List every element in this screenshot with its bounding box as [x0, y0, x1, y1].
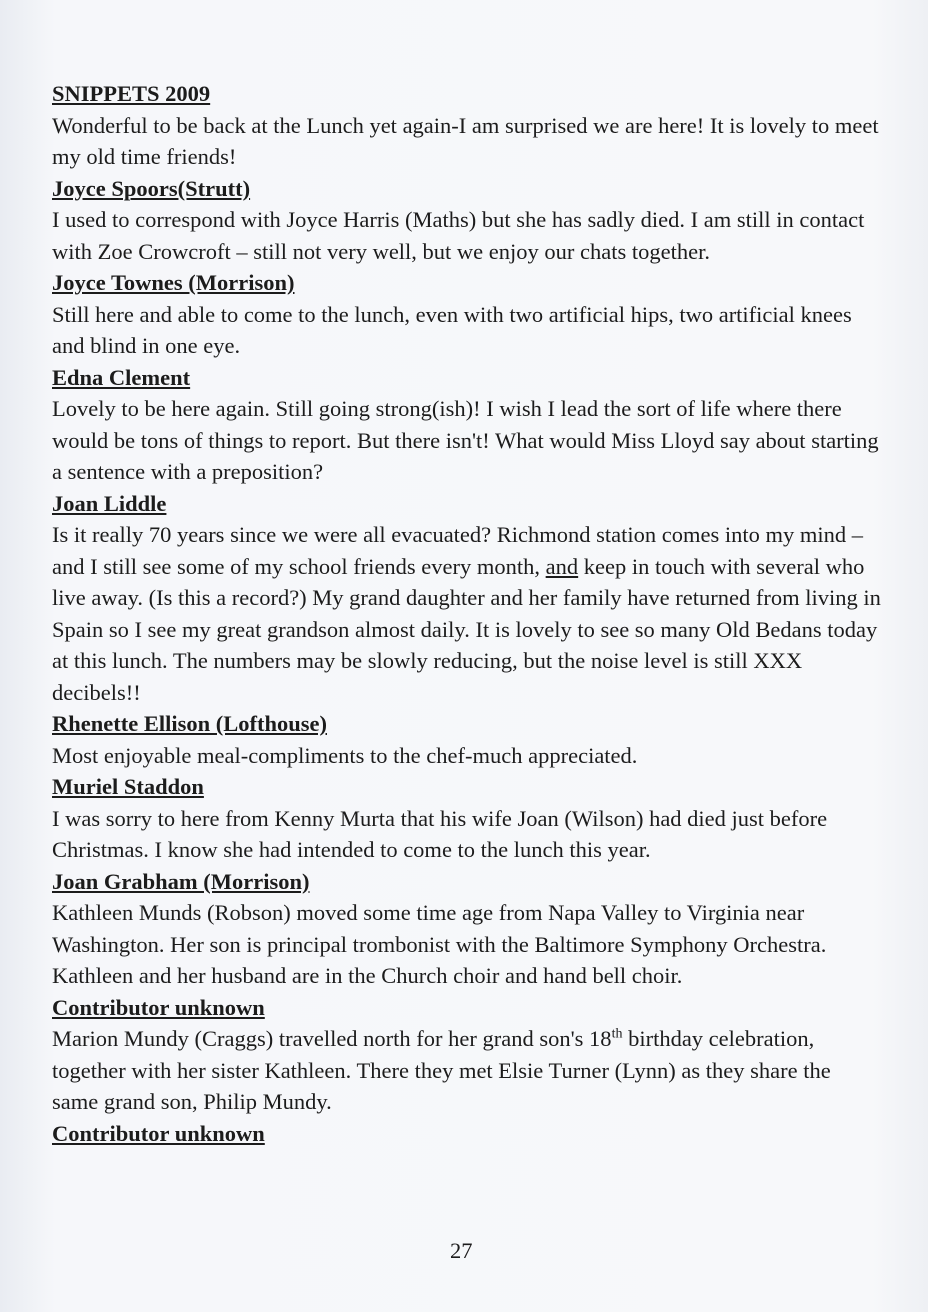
entry-heading-joan-liddle: Joan Liddle	[52, 490, 167, 516]
entry-heading-rhenette-ellison: Rhenette Ellison (Lofthouse)	[52, 711, 327, 736]
entry-text-contributor-unknown	[52, 1023, 882, 1118]
entry-heading-contributor-unknown: Contributor unknown	[52, 994, 265, 1020]
entry-text-part: Is it really 70 years since we were all evacuated? Richmond station comes into my mind – and I still see some of my school friends every month,	[52, 522, 864, 579]
entry-heading-joyce-spoors: Joyce Spoors(Strutt)	[52, 175, 251, 201]
page-number: 27	[450, 1238, 473, 1263]
snippets-content	[52, 78, 882, 1149]
page-title: SNIPPETS 2009	[52, 81, 211, 106]
entry-text-part: keep in touch with several who live away. (Is this a record?) My grand daughter and her family have returned from living in Spain so I see my great grandson almost daily. It is lovely to see so many Old Bedans today at this lunch. The numbers may be slowly reducing, but the noise level is still XXX decibels!!	[52, 553, 881, 705]
entry-text-muriel-staddon: I was sorry to here from Kenny Murta that his wife Joan (Wilson) had died just before Christmas. I know she had intended to come to the lunch this year.	[52, 805, 828, 862]
entry-text-part: birthday celebration, together with her sister Kathleen. There they met Elsie Turner (Lynn) as they share the same grand son, Philip Mundy.	[52, 1026, 831, 1114]
entry-text-edna-clement: Lovely to be here again. Still going strong(ish)! I wish I lead the sort of life where there would be tons of things to report. But there isn't! What would Miss Lloyd say about starting a sentence with a preposition?	[52, 396, 879, 484]
entry-text-part: Marion Mundy (Craggs) travelled north for her grand son's 18	[52, 1026, 612, 1051]
intro-paragraph: Wonderful to be back at the Lunch yet again-I am surprised we are here! It is lovely to meet my old time friends!	[52, 112, 879, 169]
underlined-word: and	[545, 553, 579, 579]
final-heading-contributor-unknown: Contributor unknown	[52, 1120, 265, 1146]
entry-heading-joyce-townes: Joyce Townes (Morrison)	[52, 270, 295, 295]
entry-text-joan-grabham: Kathleen Munds (Robson) moved some time age from Napa Valley to Virginia near Washington. Her son is principal trombonist with the Baltimore Symphony Orchestra. Kathleen and her husband are in the Church choir and hand bell choir.	[52, 900, 827, 988]
entry-text-rhenette-ellison: Most enjoyable meal-compliments to the chef-much appreciated.	[52, 742, 638, 768]
entry-text-joyce-townes: Still here and able to come to the lunch, even with two artificial hips, two artificial knees and blind in one eye.	[52, 301, 852, 358]
entry-text-joyce-spoors: I used to correspond with Joyce Harris (Maths) but she has sadly died. I am still in contact with Zoe Crowcroft – still not very well, but we enjoy our chats together.	[52, 207, 865, 264]
entry-heading-edna-clement: Edna Clement	[52, 364, 191, 390]
entry-heading-joan-grabham: Joan Grabham (Morrison)	[52, 868, 310, 894]
entry-heading-muriel-staddon: Muriel Staddon	[52, 774, 204, 799]
entry-text-joan-liddle	[52, 519, 882, 708]
superscript-text: th	[611, 1026, 623, 1042]
